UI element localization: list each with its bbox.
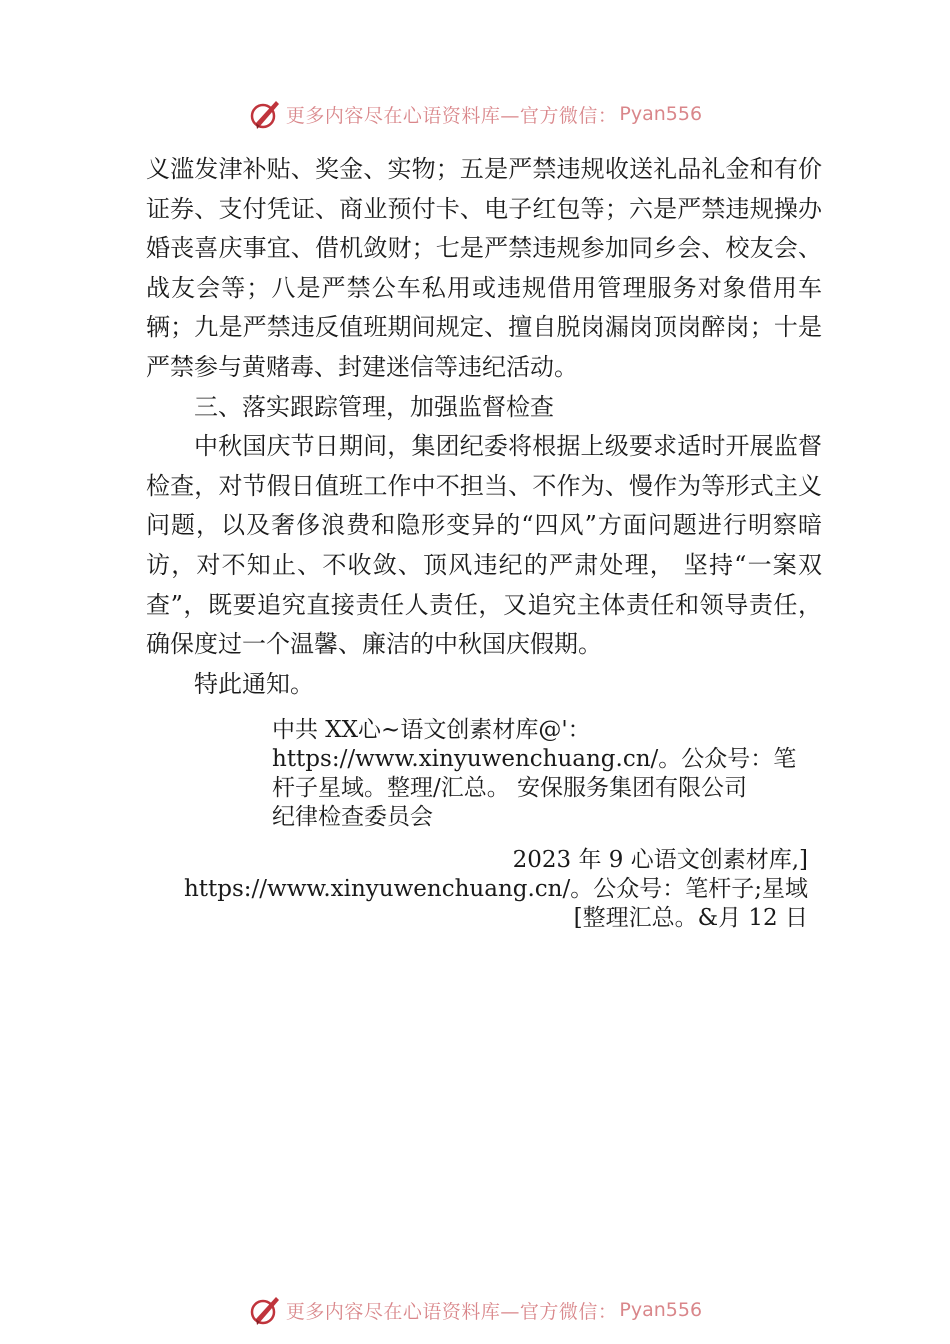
paragraph-supervision: 中秋国庆节日期间，集团纪委将根据上级要求适时开展监督检查，对节假日值班工作中不担当、不作为、慢作为等形式主义问题，以及奢侈浪费和隐形变异的“四风”方面问题进行明察暗访，对不知止、不收敛、顶风违纪的严肃处理， 坚持“一案双查”，既要追究直接责任人责任，又追究主体责任和领导责任，确保度过一个温馨、廉洁的中秋国庆假期。 — [146, 432, 822, 659]
date-line: 2023 年 9 心语文创素材库,] — [512, 847, 808, 873]
paragraph-closing: 特此通知。 — [194, 669, 314, 698]
document-body — [146, 150, 822, 704]
quill-pen-seal-icon — [248, 1293, 282, 1327]
footer-banner — [0, 1290, 950, 1330]
signature-line: https://www.xinyuwenchuang.cn/。公众号：笔 — [272, 746, 797, 772]
banner-wechat-id: Pyan556 — [619, 103, 703, 125]
signature-line: 纪律检查委员会 — [272, 804, 433, 830]
signature-block — [272, 716, 812, 832]
quill-pen-seal-icon — [248, 97, 282, 131]
paragraph-prohibitions: 义滥发津补贴、奖金、实物；五是严禁违规收送礼品礼金和有价证券、支付凭证、商业预付卡、电子红包等；六是严禁违规操办婚丧喜庆事宜、借机敛财；七是严禁违规参加同乡会、校友会、战友会等；八是严禁公车私用或违规借用管理服务对象借用车辆；九是严禁违反值班期间规定、擅自脱岗漏岗顶岗醉岗；十是严禁参与黄赌毒、封建迷信等违纪活动。 — [146, 155, 822, 381]
banner-text: 更多内容尽在心语资料库—官方微信： — [285, 104, 618, 127]
signature-line: 中共 XX心~语文创素材库@'： — [272, 717, 591, 743]
date-block — [152, 846, 808, 933]
header-banner — [0, 94, 950, 134]
signature-line: 杆子星域。整理/汇总。 安保服务集团有限公司 — [272, 775, 748, 801]
section-heading-3: 三、落实跟踪管理，加强监督检查 — [194, 392, 554, 421]
date-line: [整理汇总。&月 12 日 — [573, 905, 808, 931]
banner-text: 更多内容尽在心语资料库—官方微信： — [285, 1300, 618, 1323]
banner-wechat-id: Pyan556 — [619, 1299, 703, 1321]
date-line: https://www.xinyuwenchuang.cn/。公众号：笔杆子;星域 — [183, 876, 808, 902]
